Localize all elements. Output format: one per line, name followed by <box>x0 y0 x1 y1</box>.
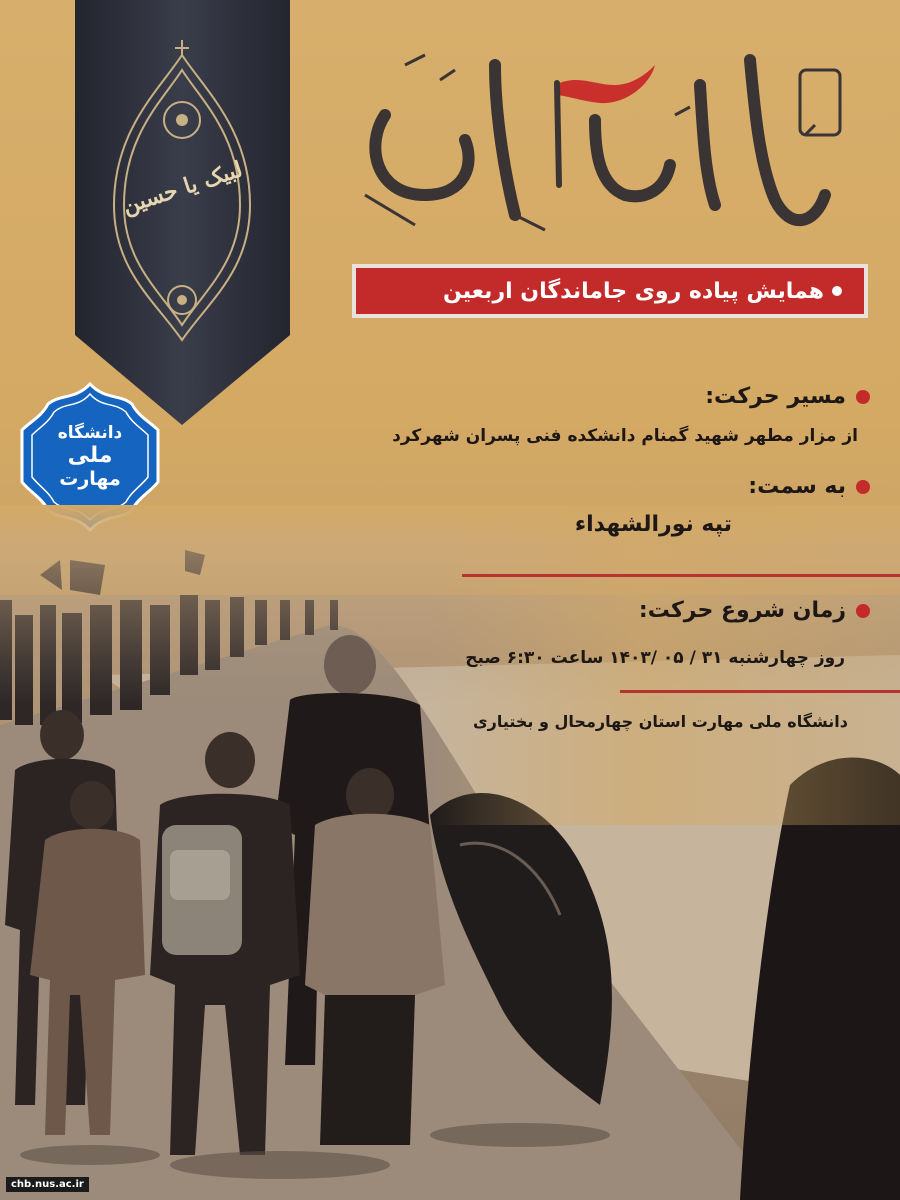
subtitle-text: همایش پیاده روی جاماندگان اربعین <box>442 278 824 304</box>
red-dot-icon <box>856 480 870 494</box>
section-divider <box>620 690 900 693</box>
red-dot-icon <box>856 390 870 404</box>
start-time-text: روز چهارشنبه ۳۱ / ۰۵ /۱۴۰۳ ساعت ۶:۳۰ صبح <box>465 648 845 668</box>
logo-text-line2: ملی <box>67 443 113 469</box>
site-url-tag[interactable]: chb.nus.ac.ir <box>6 1177 89 1192</box>
start-time-heading-label: زمان شروع حرکت: <box>638 598 846 623</box>
banner-calligraphy: لبیک یا حسین <box>119 156 246 220</box>
route-heading-label: مسیر حرکت: <box>705 384 846 409</box>
destination-heading <box>748 474 870 499</box>
organizer-text: دانشگاه ملی مهارت استان چهارمحال و بختیاری <box>472 712 848 731</box>
logo-text-line1: دانشگاه <box>57 422 123 443</box>
destination-heading-label: به سمت: <box>748 474 846 499</box>
red-dot-icon <box>856 604 870 618</box>
route-text: از مزار مطهر شهید گمنام دانشکده فنی پسران شهرکرد <box>392 426 858 446</box>
destination-text: تپه نورالشهداء <box>574 512 732 537</box>
bullet-icon <box>832 286 842 296</box>
subtitle-banner <box>352 264 868 318</box>
start-time-heading <box>639 598 870 623</box>
hanging-banner <box>75 0 290 425</box>
route-heading <box>705 384 870 409</box>
section-divider <box>462 574 900 577</box>
logo-text-line3: مهارت <box>59 467 121 490</box>
title-calligraphy-art <box>345 25 865 265</box>
